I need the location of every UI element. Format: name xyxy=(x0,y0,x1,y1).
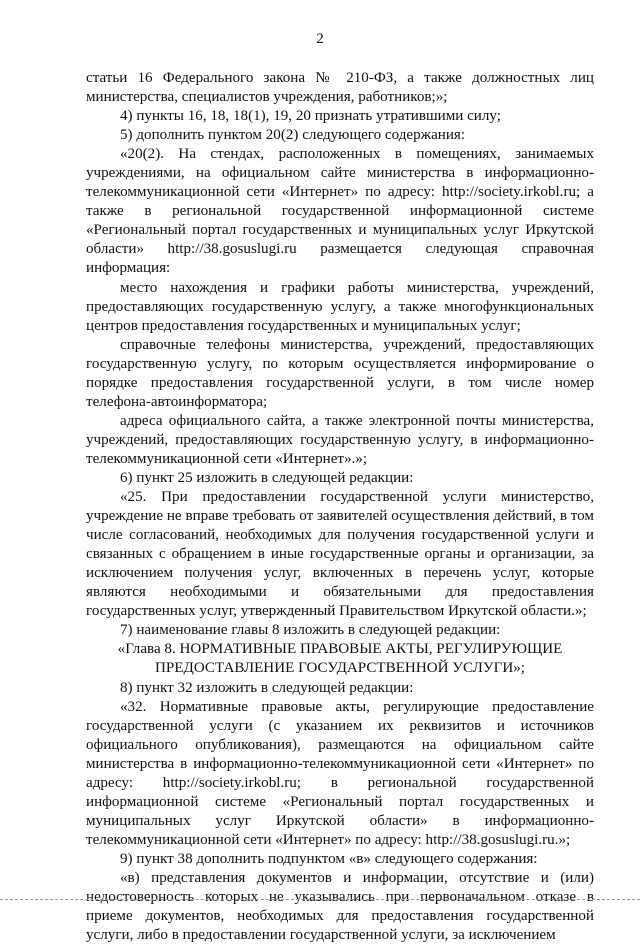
chapter-heading: «Глава 8. НОРМАТИВНЫЕ ПРАВОВЫЕ АКТЫ, РЕГУЛИРУЮЩИЕ ПРЕДОСТАВЛЕНИЕ ГОСУДАРСТВЕННОЙ УСЛУГИ»; xyxy=(117,641,563,677)
paragraph: адреса официального сайта, а также электронной почты министерства, учреждений, предоставляющих государственную услугу, в информационно-телекоммуникационной сети «Интернет».»; xyxy=(86,412,594,467)
paragraph: 7) наименование главы 8 изложить в следующей редакции: xyxy=(120,622,501,639)
paragraph: «в) представления документов и информации, отсутствие и (или) недостоверность которых не указывались при первоначальном отказе в приеме документов, необходимых для предоставления государственной услуги, либо в предоставлении государственной услуги, за исключением xyxy=(86,869,594,944)
paragraph: «32. Нормативные правовые акты, регулирующие предоставление государственной услуги (с указанием их реквизитов и источников официального опубликования), размещаются на официальном сайте министерства в информационно-телекоммуникационной сети «Интернет» по адресу: http://society.irkobl.ru; в региональной государственной информационной системе «Региональный портал государственных и муниципальных услуг Иркутской области» в информационно-телекоммуникационной сети «Интернет» по адресу: http://38.gosuslugi.ru.»; xyxy=(86,698,594,848)
paragraph: 9) пункт 38 дополнить подпунктом «в» следующего содержания: xyxy=(120,850,538,867)
paragraph: место нахождения и графики работы министерства, учреждений, предоставляющих государственную услугу, а также многофункциональных центров предоставления государственных и муниципальных услуг; xyxy=(86,279,594,334)
paragraph: «20(2). На стендах, расположенных в помещениях, занимаемых учреждениями, на официальном сайте министерства в информационно-телекоммуникационной сети «Интернет» по адресу: http://society.irkobl.ru; а также в региональной государственной информационной системе «Региональный портал государственных и муниципальных услуг Иркутской области» http://38.gosuslugi.ru размещается следующая справочная информация: xyxy=(86,146,594,277)
scan-edge-divider xyxy=(0,899,640,901)
document-body xyxy=(86,69,594,945)
paragraph: справочные телефоны министерства, учреждений, предоставляющих государственную услугу, по которым осуществляется информирование о порядке предоставления государственной услуги, в том числе номер телефона-автоинформатора; xyxy=(86,336,594,410)
paragraph: 5) дополнить пунктом 20(2) следующего содержания: xyxy=(120,127,466,144)
paragraph: 8) пункт 32 изложить в следующей редакции: xyxy=(120,679,414,696)
paragraph: 6) пункт 25 изложить в следующей редакции: xyxy=(120,469,414,486)
paragraph: 4) пункты 16, 18, 18(1), 19, 20 признать утратившими силу; xyxy=(120,108,501,125)
page-number: 2 xyxy=(316,31,324,47)
paragraph: «25. При предоставлении государственной услуги министерство, учреждение не вправе требовать от заявителей осуществления действий, в том числе согласований, необходимых для получения государственной услуги и связанных с обращением в иные государственные органы и организации, за исключением получения услуг, включенных в перечень услуг, которые являются необходимыми и обязательными для предоставления государственных услуг, утвержденный Правительством Иркутской области.»; xyxy=(86,489,594,620)
paragraph: статьи 16 Федерального закона № 210-ФЗ, а также должностных лиц министерства, специалистов учреждения, работников;»; xyxy=(86,70,594,106)
